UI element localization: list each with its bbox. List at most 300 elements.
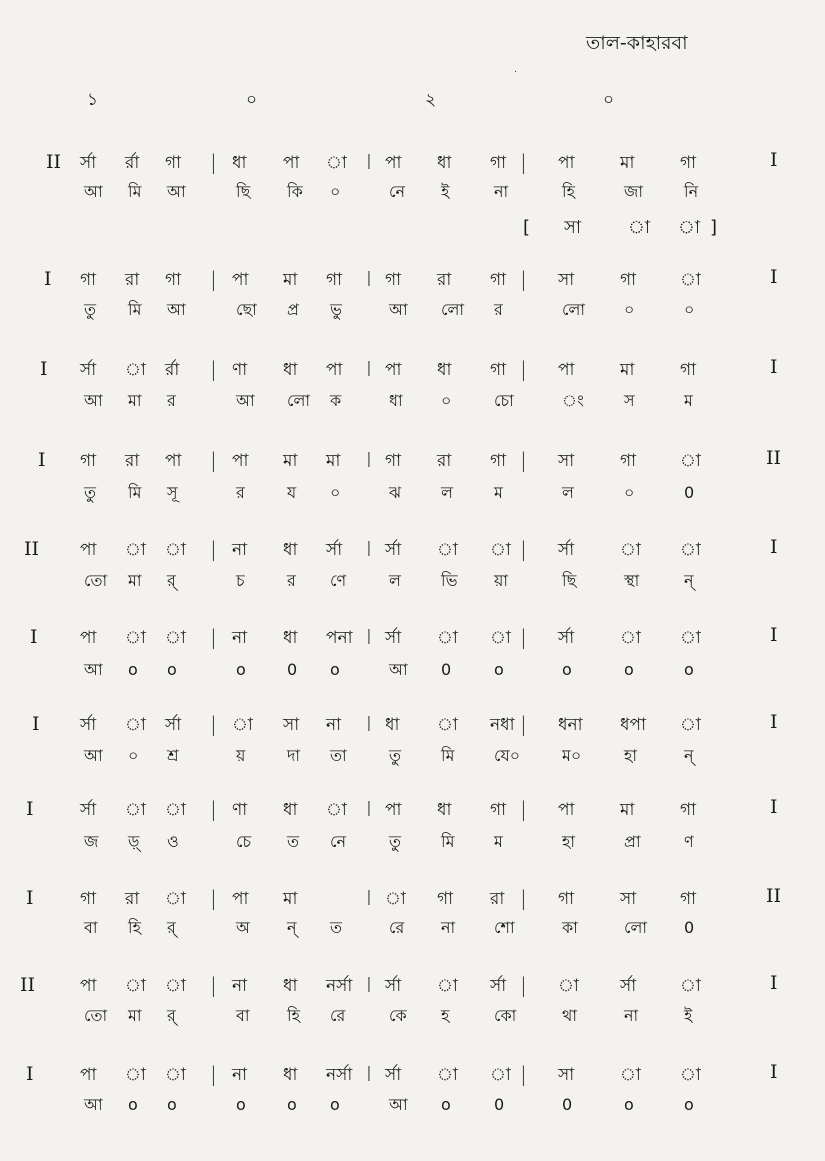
swara-note: র্রা [165, 360, 180, 380]
lyric-syllable: রে [330, 1006, 346, 1025]
lyric-syllable: আ [167, 300, 186, 319]
lyric-syllable: o [236, 1095, 246, 1114]
lyric-syllable: o [167, 1095, 177, 1114]
lyric-syllable: সূ [167, 483, 178, 502]
lyric-syllable: তো [84, 571, 108, 590]
lyric-syllable: o [494, 660, 504, 679]
swara-note: মা [620, 800, 635, 820]
lyric-syllable: তু [84, 483, 97, 502]
line-end-mark: I [770, 1061, 778, 1083]
swara-note: পা [558, 153, 575, 173]
beat-mark-3: ২ [425, 90, 437, 110]
lyric-syllable: প্রা [624, 832, 641, 851]
lyric-syllable: আ [84, 182, 103, 201]
lyric-syllable: র [236, 483, 245, 502]
bracket-close: ] [710, 217, 718, 238]
swara-note: া [620, 1065, 641, 1085]
swara-note: া [165, 628, 186, 648]
bar-separator: | [520, 886, 527, 910]
bracket-open: [ [523, 217, 531, 238]
lyric-syllable: লো [441, 300, 465, 319]
bar-separator: | [210, 973, 217, 997]
swara-note: পা [80, 540, 97, 560]
swara-note: া [680, 976, 701, 996]
lyric-syllable: মি [441, 832, 455, 851]
swara-note: র্সা [385, 976, 402, 996]
swara-note: নধা [490, 715, 515, 735]
swara-note: র্সা [558, 540, 575, 560]
swara-note: া [385, 889, 406, 909]
lyric-syllable: ছি [236, 182, 251, 201]
lyric-syllable: হ [441, 1006, 450, 1025]
line-start-mark: I [38, 449, 46, 471]
lyric-syllable: র [494, 300, 503, 319]
lyric-syllable: লো [624, 918, 648, 937]
lyric-syllable: o [562, 660, 572, 679]
swara-note: া [437, 715, 458, 735]
lyric-syllable: o [684, 660, 694, 679]
bar-separator: | [520, 973, 527, 997]
lyric-syllable: o [128, 1095, 138, 1114]
lyric-syllable: ও [167, 832, 179, 851]
swara-note: গা [80, 889, 97, 909]
bar-separator: | [210, 712, 217, 736]
swara-note: গা [80, 270, 97, 290]
swara-note: পা [80, 628, 97, 648]
lyric-syllable: র [167, 391, 176, 410]
lyric-syllable: স্থা [624, 571, 640, 590]
swara-note: া [232, 715, 253, 735]
lyric-syllable: মি [128, 483, 142, 502]
lyric-syllable: য [287, 483, 297, 502]
bar-separator: | [210, 797, 217, 821]
lyric-syllable: ম [494, 832, 503, 851]
swara-note: র্সা [620, 976, 637, 996]
line-end-mark: I [770, 356, 778, 378]
bar-separator: | [520, 150, 527, 174]
swara-note: ধা [283, 1065, 298, 1085]
lyric-syllable: না [494, 182, 509, 201]
line-start-mark: I [26, 887, 34, 909]
lyric-syllable: ক [330, 391, 342, 410]
swara-note: সা [564, 217, 582, 238]
lyric-syllable: o [684, 1095, 694, 1114]
lyric-syllable: o [330, 660, 340, 679]
swara-note: পা [283, 153, 300, 173]
lyric-syllable: লো [562, 300, 586, 319]
lyric-syllable: ধা [389, 391, 403, 410]
beat-separator-mark: I [366, 712, 372, 736]
swara-note: ধা [283, 540, 298, 560]
swara-note: া [678, 217, 701, 238]
lyric-syllable: না [624, 1006, 639, 1025]
lyric-syllable: বা [84, 918, 98, 937]
lyric-syllable: তু [389, 832, 402, 851]
lyric-syllable: র [287, 571, 296, 590]
lyric-syllable: ই [441, 182, 450, 201]
swara-note: সা [620, 889, 637, 909]
swara-note: নর্সা [326, 976, 353, 996]
lyric-syllable: তু [389, 746, 402, 765]
lyric-syllable: য় [236, 746, 246, 765]
swara-note: ধা [437, 360, 452, 380]
lyric-syllable: দা [287, 746, 301, 765]
bar-separator: | [210, 150, 217, 174]
beat-mark-1: ১ [87, 90, 99, 110]
bar-separator: | [520, 712, 527, 736]
swara-note: া [165, 976, 186, 996]
lyric-syllable: ণ [684, 832, 694, 851]
lyric-syllable: তা [330, 746, 347, 765]
swara-note: পা [80, 1065, 97, 1085]
swara-note: া [680, 1065, 701, 1085]
lyric-syllable: হা [562, 832, 576, 851]
lyric-syllable: ড়্ [128, 832, 140, 851]
bar-separator: | [210, 357, 217, 381]
swara-note: র্সা [80, 800, 97, 820]
lyric-syllable: ০ [441, 391, 452, 410]
lyric-syllable: 0 [441, 660, 452, 679]
lyric-syllable: শো [494, 918, 515, 937]
lyric-syllable: কো [494, 1006, 517, 1025]
lyric-syllable: ত [287, 832, 300, 851]
swara-note: পা [385, 153, 402, 173]
swara-note: মা [283, 270, 298, 290]
lyric-syllable: আ [236, 391, 255, 410]
lyric-syllable: কি [287, 182, 303, 201]
swara-note: পা [385, 360, 402, 380]
lyric-syllable: আ [389, 1095, 408, 1114]
swara-note: গা [490, 153, 507, 173]
beat-separator-mark: I [366, 357, 372, 381]
swara-note: ধনা [558, 715, 583, 735]
lyric-syllable: আ [84, 391, 103, 410]
lyric-syllable: ০ [624, 300, 635, 319]
swara-note: া [628, 217, 651, 238]
beat-mark-2: ০ [246, 90, 258, 110]
swara-note: র্সা [558, 628, 575, 648]
swara-note: রা [125, 451, 140, 471]
swara-note: া [165, 1065, 186, 1085]
swara-note: র্সা [80, 360, 97, 380]
swara-note: মা [326, 451, 341, 471]
lyric-syllable: চো [494, 391, 514, 410]
swara-note: ণা [232, 800, 248, 820]
page-title: তাল-কাহারবা [586, 32, 688, 54]
lyric-syllable: চ [236, 571, 245, 590]
lyric-syllable: মি [441, 746, 455, 765]
swara-note: া [490, 540, 511, 560]
bar-separator: | [520, 625, 527, 649]
swara-note: র্সা [165, 715, 182, 735]
swara-note: গা [490, 800, 507, 820]
swara-note: া [125, 360, 146, 380]
beat-separator-mark: I [366, 150, 372, 174]
bar-separator: | [210, 886, 217, 910]
lyric-syllable: র্ [167, 918, 176, 937]
swara-note: র্সা [80, 715, 97, 735]
swara-note: া [437, 540, 458, 560]
lyric-syllable: ছি [562, 571, 577, 590]
swara-note: গা [620, 451, 637, 471]
swara-note: ধা [437, 800, 452, 820]
swara-note: সা [283, 715, 300, 735]
bar-separator: | [520, 448, 527, 472]
bar-separator: | [210, 625, 217, 649]
swara-note: র্সা [326, 540, 343, 560]
swara-note: পা [232, 451, 249, 471]
lyric-syllable: তু [84, 300, 97, 319]
lyric-syllable: অ [236, 918, 250, 937]
swara-note: না [232, 540, 248, 560]
swara-note: র্রা [125, 153, 140, 173]
line-start-mark: I [30, 626, 38, 648]
swara-note: া [125, 1065, 146, 1085]
lyric-syllable: ম [684, 391, 693, 410]
swara-note: া [437, 628, 458, 648]
bar-separator: | [520, 1062, 527, 1086]
lyric-syllable: র্ [167, 571, 176, 590]
lyric-syllable: থা [562, 1006, 578, 1025]
swara-note: া [125, 976, 146, 996]
beat-separator-mark: I [366, 797, 372, 821]
lyric-syllable: ভু [330, 300, 342, 319]
beat-separator-mark: I [366, 448, 372, 472]
lyric-syllable: ০ [624, 483, 635, 502]
lyric-syllable: প্র [287, 300, 299, 319]
swara-note: ধা [283, 800, 298, 820]
swara-note: া [165, 800, 186, 820]
swara-note: না [232, 1065, 248, 1085]
swara-note: গা [490, 360, 507, 380]
swara-note: গা [80, 451, 97, 471]
swara-note: র্সা [490, 976, 507, 996]
swara-note: া [680, 715, 701, 735]
lyric-syllable: ম [494, 483, 503, 502]
swara-note: গা [680, 889, 697, 909]
lyric-syllable: ত [330, 918, 343, 937]
lyric-syllable: ই [684, 1006, 693, 1025]
lyric-syllable: ন্ [684, 746, 694, 765]
lyric-syllable: হি [287, 1006, 300, 1025]
swara-note: পা [558, 360, 575, 380]
lyric-syllable: o [624, 660, 634, 679]
beat-separator-mark: I [366, 537, 372, 561]
lyric-syllable: o [441, 1095, 451, 1114]
lyric-syllable: স [624, 391, 635, 410]
lyric-syllable: র্ [167, 1006, 176, 1025]
swara-note: না [232, 976, 248, 996]
swara-note: গা [437, 889, 454, 909]
swara-note: রা [437, 270, 452, 290]
lyric-syllable: ০ [684, 300, 695, 319]
lyric-syllable: মি [128, 300, 142, 319]
swara-note: মা [620, 153, 635, 173]
swara-note: না [326, 715, 342, 735]
line-end-mark: I [770, 796, 778, 818]
lyric-syllable: মা [128, 571, 142, 590]
beat-separator-mark: I [366, 973, 372, 997]
swara-note: ণা [232, 360, 248, 380]
bar-separator: | [520, 797, 527, 821]
lyric-syllable: ঝ [389, 483, 402, 502]
lyric-syllable: o [236, 660, 246, 679]
swara-note: সা [558, 1065, 575, 1085]
lyric-syllable: বা [236, 1006, 250, 1025]
lyric-syllable: মি [128, 182, 142, 201]
lyric-syllable: লো [287, 391, 311, 410]
lyric-syllable: হা [624, 746, 638, 765]
swara-note: ধা [283, 360, 298, 380]
swara-note: া [680, 628, 701, 648]
swara-note: গা [558, 889, 575, 909]
lyric-syllable: o [330, 1095, 340, 1114]
swara-note: গা [385, 451, 402, 471]
swara-note: া [125, 628, 146, 648]
line-start-mark: I [26, 798, 34, 820]
swara-note: া [165, 540, 186, 560]
swara-note: া [437, 976, 458, 996]
swara-note: গা [165, 153, 182, 173]
swara-note: রা [437, 451, 452, 471]
swara-note: গা [680, 800, 697, 820]
swara-note: া [620, 628, 641, 648]
line-start-mark: I [40, 358, 48, 380]
swara-note: ধা [283, 628, 298, 648]
lyric-syllable: 0 [494, 1095, 505, 1114]
lyric-syllable: মা [128, 391, 142, 410]
swara-note: গা [490, 451, 507, 471]
lyric-syllable: ল [441, 483, 453, 502]
lyric-syllable: রে [389, 918, 405, 937]
swara-note: গা [620, 270, 637, 290]
swara-note: মা [283, 451, 298, 471]
bar-separator: | [210, 1062, 217, 1086]
swara-note: রা [125, 889, 140, 909]
swara-note: সা [558, 270, 575, 290]
swara-note: গা [385, 270, 402, 290]
swara-note: র্সা [80, 153, 97, 173]
lyric-syllable: o [287, 1095, 297, 1114]
swara-note: মা [283, 889, 298, 909]
swara-note: া [125, 715, 146, 735]
lyric-syllable: ল [389, 571, 401, 590]
lyric-syllable: নি [684, 182, 699, 201]
lyric-syllable: ণে [330, 571, 347, 590]
line-end-mark: I [770, 536, 778, 558]
swara-note: ধা [283, 976, 298, 996]
swara-note: া [437, 1065, 458, 1085]
swara-note: ধা [437, 153, 452, 173]
bar-separator: | [210, 267, 217, 291]
line-end-mark: I [770, 266, 778, 288]
swara-note: া [326, 153, 347, 173]
lyric-syllable: জ [84, 832, 99, 851]
swara-note: রা [125, 270, 140, 290]
swara-note: পা [165, 451, 182, 471]
line-start-mark: I [32, 713, 40, 735]
lyric-syllable: হি [562, 182, 575, 201]
line-end-mark: I [770, 972, 778, 994]
swara-note: া [125, 800, 146, 820]
swara-note: গা [165, 270, 182, 290]
lyric-syllable: শ্র [167, 746, 179, 765]
lyric-syllable: জা [624, 182, 643, 201]
swara-note: া [490, 1065, 511, 1085]
swara-note: গা [680, 360, 697, 380]
stray-mark: · [514, 67, 518, 78]
lyric-syllable: আ [389, 660, 408, 679]
swara-note: ধা [385, 715, 400, 735]
lyric-syllable: হি [128, 918, 141, 937]
lyric-syllable: ছো [236, 300, 257, 319]
lyric-syllable: মা [128, 1006, 142, 1025]
swara-note: রা [490, 889, 505, 909]
line-end-mark: I [770, 624, 778, 646]
swara-note: া [125, 540, 146, 560]
line-end-mark: I [770, 711, 778, 733]
swara-note: পা [326, 360, 343, 380]
swara-note: র্সা [385, 540, 402, 560]
line-start-mark: II [24, 538, 40, 560]
line-end-mark: I [770, 149, 778, 171]
lyric-syllable: 0 [684, 483, 695, 502]
swara-note: ধপা [620, 715, 646, 735]
bar-separator: | [210, 448, 217, 472]
swara-note: া [165, 889, 186, 909]
swara-note: া [680, 540, 701, 560]
swara-note: নর্সা [326, 1065, 353, 1085]
lyric-syllable: ল [562, 483, 574, 502]
swara-note: ধা [232, 153, 247, 173]
swara-note: া [620, 540, 641, 560]
swara-note: গা [490, 270, 507, 290]
swara-note: সা [558, 451, 575, 471]
swara-note: া [490, 628, 511, 648]
swara-note: া [558, 976, 579, 996]
lyric-syllable: o [624, 1095, 634, 1114]
lyric-syllable: ভি [441, 571, 458, 590]
swara-note: পা [232, 270, 249, 290]
lyric-syllable: আ [84, 1095, 103, 1114]
lyric-syllable: কা [562, 918, 578, 937]
swara-note: পা [232, 889, 249, 909]
swara-note: পা [385, 800, 402, 820]
line-end-mark: II [766, 447, 782, 469]
lyric-syllable: ০ [330, 182, 341, 201]
lyric-syllable: চে [236, 832, 252, 851]
swara-note: গা [680, 153, 697, 173]
lyric-syllable: ০ [128, 746, 139, 765]
lyric-syllable: তো [84, 1006, 108, 1025]
swara-note: না [232, 628, 248, 648]
line-start-mark: I [44, 268, 52, 290]
bar-separator: | [520, 537, 527, 561]
swara-note: মা [620, 360, 635, 380]
lyric-syllable: 0 [684, 918, 695, 937]
lyric-syllable: আ [167, 182, 186, 201]
swara-note: া [326, 800, 347, 820]
swara-note: র্সা [385, 628, 402, 648]
line-end-mark: II [766, 885, 782, 907]
lyric-syllable: কে [389, 1006, 407, 1025]
lyric-syllable: নে [389, 182, 406, 201]
lyric-syllable: না [441, 918, 456, 937]
swara-note: পা [558, 800, 575, 820]
bar-separator: | [520, 357, 527, 381]
lyric-syllable: য়া [494, 571, 509, 590]
line-start-mark: II [46, 151, 62, 173]
